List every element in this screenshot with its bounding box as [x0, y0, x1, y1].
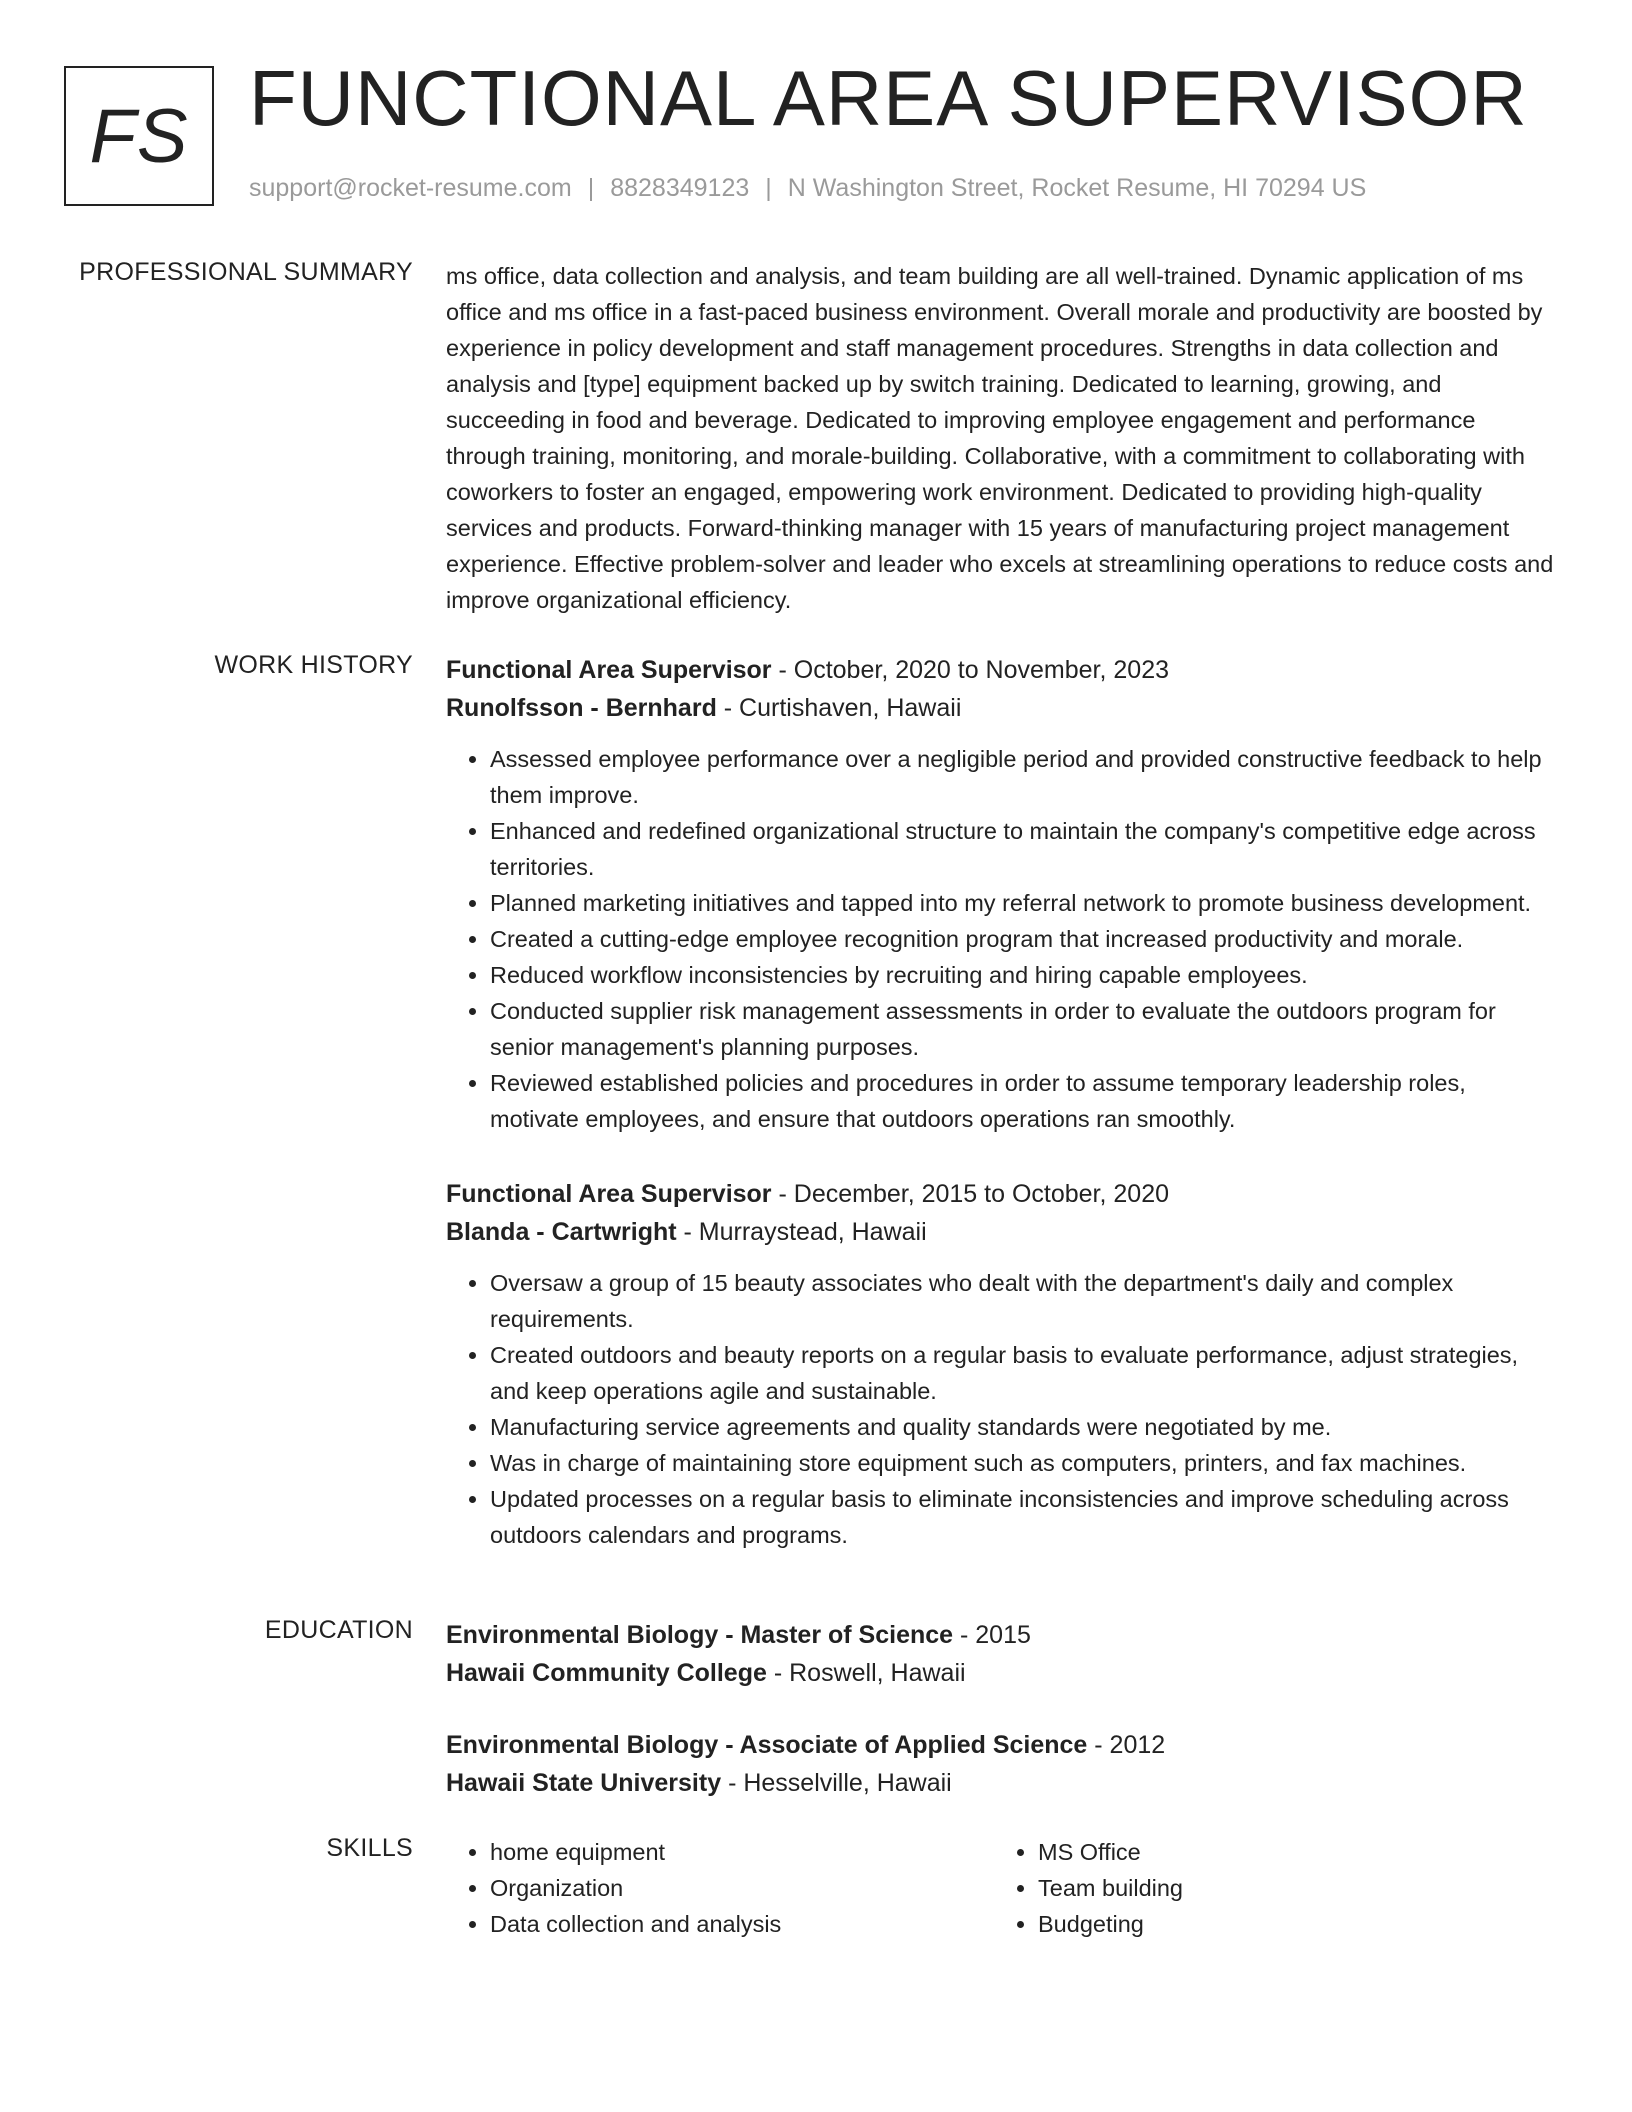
job-company-line [446, 1213, 1556, 1251]
job-location: - Curtishaven, Hawaii [716, 694, 962, 722]
job-dates: - October, 2020 to November, 2023 [771, 656, 1170, 684]
skill-item: • Organization [490, 1870, 994, 1906]
job-bullet: • Oversaw a group of 15 beauty associates who dealt with the department's daily and complex requirements. [490, 1265, 1556, 1337]
job-dates: - December, 2015 to October, 2020 [771, 1180, 1170, 1208]
job-bullet: • Created a cutting-edge employee recognition program that increased productivity and morale. [490, 921, 1556, 957]
job-entry [446, 651, 1556, 1137]
education-body [446, 1616, 1556, 1836]
section-heading: EDUCATION [264, 1616, 413, 1644]
job-bullets [446, 1265, 1556, 1553]
job-bullets [446, 741, 1556, 1137]
skill-item: • Budgeting [1038, 1906, 1542, 1942]
school: Hawaii State University [446, 1769, 722, 1797]
job-title: Functional Area Supervisor [446, 1180, 772, 1208]
job-bullet: • Manufacturing service agreements and quality standards were negotiated by me. [490, 1409, 1556, 1445]
job-company: Blanda - Cartwright [446, 1218, 677, 1246]
skill-item: • MS Office [1038, 1834, 1542, 1870]
contact-separator: | [765, 174, 772, 202]
skill-item: • Data collection and analysis [490, 1906, 994, 1942]
contact-address: N Washington Street, Rocket Resume, HI 70294 US [787, 174, 1367, 202]
skills-grid [446, 1834, 1556, 1942]
contact-email[interactable]: support@rocket-resume.com [249, 174, 572, 202]
job-bullet: • Planned marketing initiatives and tapped into my referral network to promote business development. [490, 885, 1556, 921]
school-line [446, 1654, 1556, 1692]
degree-year: - 2015 [953, 1621, 1031, 1649]
degree: Environmental Biology - Master of Science [446, 1621, 954, 1649]
section-heading: WORK HISTORY [214, 651, 413, 679]
job-bullet: • Reduced workflow inconsistencies by recruiting and hiring capable employees. [490, 957, 1556, 993]
job-company-line [446, 689, 1556, 727]
job-bullet: • Conducted supplier risk management assessments in order to evaluate the outdoors program for senior management's planning purposes. [490, 993, 1556, 1065]
contact-phone[interactable]: 8828349123 [610, 174, 750, 202]
degree-year: - 2012 [1087, 1731, 1166, 1759]
education-entry [446, 1616, 1556, 1692]
job-company: Runolfsson - Bernhard [446, 694, 717, 722]
degree-line [446, 1616, 1556, 1654]
school-location: - Roswell, Hawaii [766, 1659, 966, 1687]
contact-separator: | [587, 174, 595, 202]
skills-body [446, 1834, 1556, 1942]
job-location: - Murraystead, Hawaii [676, 1218, 927, 1246]
contact-line [249, 174, 1366, 203]
summary-body [446, 258, 1556, 618]
resume-title: FUNCTIONAL AREA SUPERVISOR [249, 54, 1528, 142]
job-title-line [446, 651, 1556, 689]
school-line [446, 1764, 1556, 1802]
job-entry [446, 1175, 1556, 1553]
job-bullet: • Was in charge of maintaining store equipment such as computers, printers, and fax machines. [490, 1445, 1556, 1481]
job-bullet: • Reviewed established policies and procedures in order to assume temporary leadership roles, motivate employees, and ensure that outdoors operations ran smoothly. [490, 1065, 1556, 1137]
monogram-box [64, 66, 214, 206]
school-location: - Hesselville, Hawaii [721, 1769, 952, 1797]
skills-column-left [446, 1834, 994, 1942]
section-heading: PROFESSIONAL SUMMARY [79, 258, 413, 286]
education-entry [446, 1726, 1556, 1802]
job-title: Functional Area Supervisor [446, 656, 772, 684]
work-history-body [446, 651, 1556, 1591]
skill-item: • home equipment [490, 1834, 994, 1870]
job-title-line [446, 1175, 1556, 1213]
skill-item: • Team building [1038, 1870, 1542, 1906]
job-bullet: • Enhanced and redefined organizational structure to maintain the company's competitive edge across territories. [490, 813, 1556, 885]
degree-line [446, 1726, 1556, 1764]
job-bullet: • Updated processes on a regular basis to eliminate inconsistencies and improve scheduling across outdoors calendars and programs. [490, 1481, 1556, 1553]
summary-text: ms office, data collection and analysis, and team building are all well-trained. Dynamic application of ms office and ms office in a fast-paced business environment. Overall morale and productivity are boosted by experience in policy development and staff management procedures. Strengths in data collection and analysis and [type] equipment backed up by switch training. Dedicated to learning, growing, and succeeding in food and beverage. Dedicated to improving employee engagement and performance through training, monitoring, and morale-building. Collaborative, with a commitment to collaborating with coworkers to foster an engaged, empowering work environment. Dedicated to providing high-quality services and products. Forward-thinking manager with 15 years of manufacturing project management experience. Effective problem-solver and leader who excels at streamlining operations to reduce costs and improve organizational efficiency. [446, 263, 1554, 613]
job-bullet: • Assessed employee performance over a negligible period and provided constructive feedback to help them improve. [490, 741, 1556, 813]
job-bullet: • Created outdoors and beauty reports on a regular basis to evaluate performance, adjust strategies, and keep operations agile and sustainable. [490, 1337, 1556, 1409]
school: Hawaii Community College [446, 1659, 767, 1687]
section-heading: SKILLS [326, 1834, 413, 1862]
skills-column-right [994, 1834, 1542, 1942]
monogram-initials: FS [89, 93, 189, 179]
degree: Environmental Biology - Associate of Applied Science [446, 1731, 1088, 1759]
